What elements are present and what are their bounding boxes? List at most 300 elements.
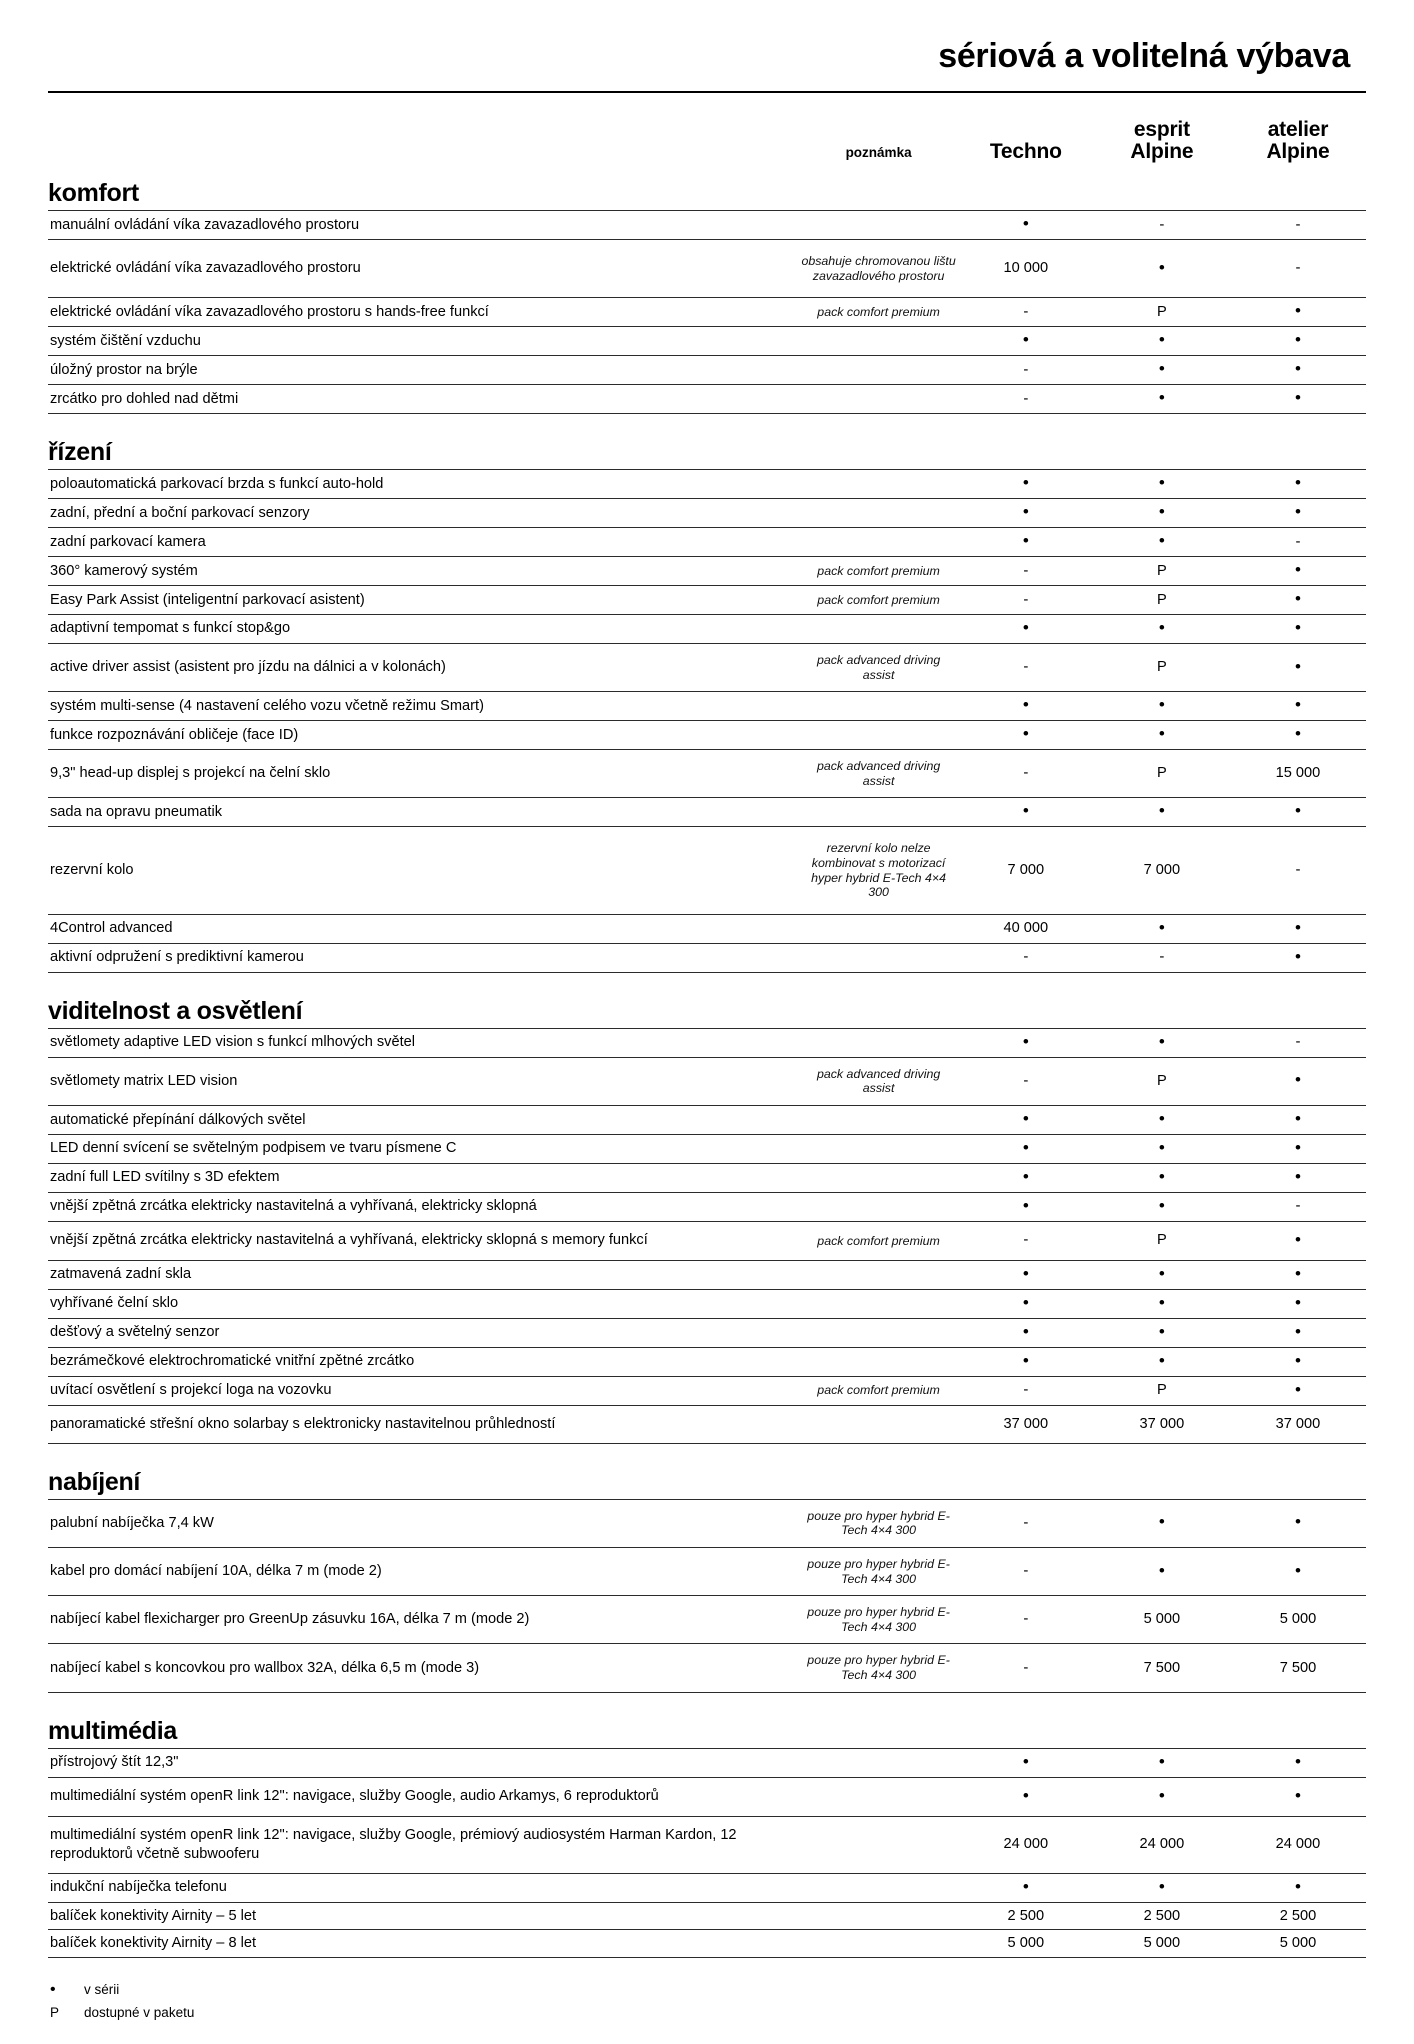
standard-dot-icon: • xyxy=(1022,1785,1029,1805)
value-cell-atelier-alpine: 5 000 xyxy=(1230,1930,1366,1958)
table-row xyxy=(48,827,1366,915)
value-cell-techno: 24 000 xyxy=(958,1816,1094,1873)
section-heading-row xyxy=(48,1692,1366,1748)
feature-name-cell: bezrámečkové elektrochromatické vnitřní zpětné zrcátko xyxy=(48,1347,799,1376)
table-row xyxy=(48,1748,1366,1777)
not-available-dash: - xyxy=(1159,215,1165,233)
feature-name-cell: multimediální systém openR link 12": navigace, služby Google, audio Arkamys, 6 reproduktorů xyxy=(48,1777,799,1816)
feature-name-cell: přístrojový štít 12,3" xyxy=(48,1748,799,1777)
standard-dot-icon: • xyxy=(1294,1560,1301,1580)
standard-dot-icon: • xyxy=(1294,1070,1301,1090)
value-cell-atelier-alpine: 15 000 xyxy=(1230,750,1366,798)
value-cell-atelier-alpine xyxy=(1230,470,1366,499)
feature-name-cell: Easy Park Assist (inteligentní parkovací asistent) xyxy=(48,586,799,615)
value-cell-atelier-alpine: 2 500 xyxy=(1230,1902,1366,1930)
feature-name-cell: aktivní odpružení s prediktivní kamerou xyxy=(48,943,799,972)
section-heading-cell xyxy=(48,1692,1366,1748)
value-cell-esprit-alpine xyxy=(1094,1163,1230,1192)
standard-dot-icon: • xyxy=(1294,917,1301,937)
value-cell-techno xyxy=(958,1873,1094,1902)
standard-dot-icon: • xyxy=(1022,801,1029,821)
value-cell-techno xyxy=(958,1057,1094,1105)
feature-note-cell xyxy=(799,692,957,721)
feature-note-cell: rezervní kolo nelze kombinovat s motorizací hyper hybrid E-Tech 4×4 300 xyxy=(799,827,957,915)
value-cell-esprit-alpine xyxy=(1094,1260,1230,1289)
table-row xyxy=(48,1134,1366,1163)
value-cell-techno xyxy=(958,1499,1094,1547)
value-cell-atelier-alpine xyxy=(1230,1376,1366,1405)
value-cell-atelier-alpine xyxy=(1230,1748,1366,1777)
value-cell-atelier-alpine xyxy=(1230,1547,1366,1595)
table-row xyxy=(48,557,1366,586)
value-cell-esprit-alpine: P xyxy=(1094,298,1230,327)
standard-dot-icon: • xyxy=(1294,1785,1301,1805)
standard-dot-icon: • xyxy=(1158,1751,1165,1771)
feature-name-cell: palubní nabíječka 7,4 kW xyxy=(48,1499,799,1547)
feature-note-cell xyxy=(799,1260,957,1289)
value-cell-esprit-alpine xyxy=(1094,1777,1230,1816)
table-row xyxy=(48,643,1366,691)
feature-note-cell xyxy=(799,1106,957,1135)
feature-name-cell: dešťový a světelný senzor xyxy=(48,1318,799,1347)
standard-dot-icon: • xyxy=(1294,1292,1301,1312)
feature-note-cell xyxy=(799,499,957,528)
standard-dot-icon: • xyxy=(1158,388,1165,408)
column-header-esprit-alpine xyxy=(1094,119,1230,169)
feature-name-cell: zadní parkovací kamera xyxy=(48,528,799,557)
table-row xyxy=(48,1930,1366,1958)
value-cell-techno xyxy=(958,1192,1094,1221)
feature-note-cell xyxy=(799,1289,957,1318)
table-header xyxy=(48,119,1366,169)
standard-dot-icon: • xyxy=(1022,1031,1029,1051)
feature-note-cell xyxy=(799,1028,957,1057)
value-cell-esprit-alpine xyxy=(1094,1289,1230,1318)
value-cell-atelier-alpine xyxy=(1230,827,1366,915)
section-title: multimédia xyxy=(48,1716,177,1745)
feature-name-cell: vnější zpětná zrcátka elektricky nastavitelná a vyhřívaná, elektricky sklopná xyxy=(48,1192,799,1221)
standard-dot-icon: • xyxy=(1022,1195,1029,1215)
table-row xyxy=(48,211,1366,240)
not-available-dash: - xyxy=(1023,1071,1029,1089)
feature-note-cell xyxy=(799,385,957,414)
feature-name-cell: vnější zpětná zrcátka elektricky nastavitelná a vyhřívaná, elektricky sklopná s memory funkcí xyxy=(48,1221,799,1260)
not-available-dash: - xyxy=(1023,1610,1029,1628)
value-cell-atelier-alpine xyxy=(1230,528,1366,557)
value-cell-atelier-alpine xyxy=(1230,1873,1366,1902)
value-cell-atelier-alpine xyxy=(1230,643,1366,691)
not-available-dash: - xyxy=(1023,1658,1029,1676)
value-cell-techno xyxy=(958,1260,1094,1289)
not-available-dash: - xyxy=(1159,948,1165,966)
not-available-dash: - xyxy=(1023,389,1029,407)
standard-dot-icon: • xyxy=(1158,1137,1165,1157)
value-cell-techno xyxy=(958,499,1094,528)
standard-dot-icon: • xyxy=(1294,330,1301,350)
value-cell-esprit-alpine xyxy=(1094,943,1230,972)
section-heading-row xyxy=(48,972,1366,1028)
not-available-dash: - xyxy=(1023,764,1029,782)
standard-dot-icon: • xyxy=(1294,1751,1301,1771)
value-cell-esprit-alpine: 37 000 xyxy=(1094,1405,1230,1443)
value-cell-techno xyxy=(958,798,1094,827)
value-cell-esprit-alpine xyxy=(1094,356,1230,385)
standard-dot-icon: • xyxy=(1158,1512,1165,1532)
value-cell-esprit-alpine xyxy=(1094,1347,1230,1376)
value-cell-techno xyxy=(958,1318,1094,1347)
value-cell-atelier-alpine xyxy=(1230,943,1366,972)
standard-dot-icon: • xyxy=(1294,656,1301,676)
standard-dot-icon: • xyxy=(1158,724,1165,744)
value-cell-atelier-alpine xyxy=(1230,1057,1366,1105)
standard-dot-icon: • xyxy=(1022,1292,1029,1312)
standard-dot-icon: • xyxy=(1022,1263,1029,1283)
table-row xyxy=(48,750,1366,798)
feature-note-cell xyxy=(799,1816,957,1873)
standard-dot-icon: • xyxy=(1022,1751,1029,1771)
section-heading-row xyxy=(48,169,1366,211)
feature-name-cell: 4Control advanced xyxy=(48,914,799,943)
legend xyxy=(48,1978,1366,2024)
value-cell-esprit-alpine: P xyxy=(1094,643,1230,691)
standard-dot-icon: • xyxy=(1022,1166,1029,1186)
standard-dot-icon: • xyxy=(1022,1321,1029,1341)
standard-dot-icon: • xyxy=(1294,695,1301,715)
value-cell-esprit-alpine: 2 500 xyxy=(1094,1902,1230,1930)
standard-dot-icon: • xyxy=(1294,301,1301,321)
column-header-esprit-line2: Alpine xyxy=(1130,140,1194,164)
value-cell-atelier-alpine xyxy=(1230,1499,1366,1547)
value-cell-esprit-alpine xyxy=(1094,240,1230,298)
table-row xyxy=(48,586,1366,615)
value-cell-esprit-alpine: P xyxy=(1094,1057,1230,1105)
feature-note-cell xyxy=(799,1405,957,1443)
not-available-dash: - xyxy=(1023,658,1029,676)
section-heading-cell xyxy=(48,1443,1366,1499)
value-cell-atelier-alpine: 7 500 xyxy=(1230,1644,1366,1692)
value-cell-techno xyxy=(958,1028,1094,1057)
value-cell-esprit-alpine xyxy=(1094,385,1230,414)
standard-dot-icon: • xyxy=(1022,1350,1029,1370)
table-row xyxy=(48,385,1366,414)
table-row xyxy=(48,1289,1366,1318)
table-row xyxy=(48,1347,1366,1376)
table-row xyxy=(48,914,1366,943)
feature-note-cell xyxy=(799,1134,957,1163)
value-cell-atelier-alpine xyxy=(1230,798,1366,827)
value-cell-esprit-alpine xyxy=(1094,1192,1230,1221)
value-cell-techno: 5 000 xyxy=(958,1930,1094,1958)
standard-dot-icon: • xyxy=(1294,1350,1301,1370)
feature-note-cell: pack advanced driving assist xyxy=(799,750,957,798)
value-cell-esprit-alpine xyxy=(1094,721,1230,750)
standard-dot-icon: • xyxy=(1022,1876,1029,1896)
value-cell-atelier-alpine: 37 000 xyxy=(1230,1405,1366,1443)
standard-dot-icon: • xyxy=(1022,1137,1029,1157)
feature-note-cell xyxy=(799,1318,957,1347)
feature-name-cell: active driver assist (asistent pro jízdu na dálnici a v kolonách) xyxy=(48,643,799,691)
value-cell-esprit-alpine xyxy=(1094,1106,1230,1135)
not-available-dash: - xyxy=(1295,259,1301,277)
value-cell-techno xyxy=(958,1547,1094,1595)
standard-dot-icon: • xyxy=(1294,1512,1301,1532)
value-cell-atelier-alpine xyxy=(1230,1192,1366,1221)
value-cell-techno xyxy=(958,298,1094,327)
feature-note-cell: pack comfort premium xyxy=(799,298,957,327)
table-row xyxy=(48,1547,1366,1595)
table-row xyxy=(48,1902,1366,1930)
section-title: viditelnost a osvětlení xyxy=(48,996,303,1025)
feature-note-cell xyxy=(799,798,957,827)
value-cell-atelier-alpine xyxy=(1230,1318,1366,1347)
standard-dot-icon: • xyxy=(1294,617,1301,637)
feature-name-cell: úložný prostor na brýle xyxy=(48,356,799,385)
feature-note-cell: obsahuje chromovanou lištu zavazadlového prostoru xyxy=(799,240,957,298)
feature-name-cell: zadní full LED svítilny s 3D efektem xyxy=(48,1163,799,1192)
section-heading-cell xyxy=(48,972,1366,1028)
value-cell-techno: 2 500 xyxy=(958,1902,1094,1930)
section-heading-cell xyxy=(48,169,1366,211)
value-cell-esprit-alpine xyxy=(1094,1499,1230,1547)
not-available-dash: - xyxy=(1295,532,1301,550)
value-cell-techno xyxy=(958,327,1094,356)
feature-note-cell: pouze pro hyper hybrid E-Tech 4×4 300 xyxy=(799,1499,957,1547)
feature-name-cell: elektrické ovládání víka zavazadlového prostoru xyxy=(48,240,799,298)
table-row xyxy=(48,1163,1366,1192)
standard-dot-icon: • xyxy=(1022,724,1029,744)
value-cell-techno xyxy=(958,1748,1094,1777)
feature-note-cell xyxy=(799,614,957,643)
standard-dot-icon: • xyxy=(1158,473,1165,493)
feature-name-cell: adaptivní tempomat s funkcí stop&go xyxy=(48,614,799,643)
standard-dot-icon: • xyxy=(1158,502,1165,522)
standard-dot-icon: • xyxy=(1294,1263,1301,1283)
legend-text: v sérii xyxy=(84,1982,120,1998)
feature-note-cell: pack comfort premium xyxy=(799,1376,957,1405)
section-title: nabíjení xyxy=(48,1467,141,1496)
standard-dot-icon: • xyxy=(1294,1379,1301,1399)
standard-dot-icon: • xyxy=(1158,1195,1165,1215)
table-row xyxy=(48,1376,1366,1405)
value-cell-atelier-alpine xyxy=(1230,1028,1366,1057)
value-cell-esprit-alpine xyxy=(1094,1318,1230,1347)
value-cell-esprit-alpine xyxy=(1094,1028,1230,1057)
feature-note-cell xyxy=(799,721,957,750)
feature-name-cell: manuální ovládání víka zavazadlového prostoru xyxy=(48,211,799,240)
value-cell-atelier-alpine xyxy=(1230,240,1366,298)
value-cell-techno xyxy=(958,1376,1094,1405)
value-cell-esprit-alpine xyxy=(1094,798,1230,827)
not-available-dash: - xyxy=(1023,1513,1029,1531)
value-cell-esprit-alpine xyxy=(1094,1547,1230,1595)
standard-dot-icon: • xyxy=(1294,560,1301,580)
feature-name-cell: multimediální systém openR link 12": navigace, služby Google, prémiový audiosystém Harman Kardon, 12 reproduktorů včetně subwooferu xyxy=(48,1816,799,1873)
not-available-dash: - xyxy=(1023,590,1029,608)
standard-dot-icon: • xyxy=(1294,946,1301,966)
feature-name-cell: kabel pro domácí nabíjení 10A, délka 7 m (mode 2) xyxy=(48,1547,799,1595)
value-cell-atelier-alpine xyxy=(1230,1347,1366,1376)
column-header-note: poznámka xyxy=(845,145,912,161)
feature-note-cell xyxy=(799,211,957,240)
column-header-atelier-line1: atelier xyxy=(1267,118,1329,142)
feature-name-cell: LED denní svícení se světelným podpisem ve tvaru písmene C xyxy=(48,1134,799,1163)
feature-name-cell: poloautomatická parkovací brzda s funkcí auto-hold xyxy=(48,470,799,499)
value-cell-techno xyxy=(958,1777,1094,1816)
value-cell-esprit-alpine: P xyxy=(1094,1376,1230,1405)
standard-dot-icon: • xyxy=(1294,1109,1301,1129)
section-heading-row xyxy=(48,414,1366,470)
value-cell-techno xyxy=(958,356,1094,385)
table-row xyxy=(48,528,1366,557)
not-available-dash: - xyxy=(1295,861,1301,879)
value-cell-techno xyxy=(958,1106,1094,1135)
value-cell-techno: 7 000 xyxy=(958,827,1094,915)
table-row xyxy=(48,1816,1366,1873)
not-available-dash: - xyxy=(1023,1381,1029,1399)
legend-text: dostupné v paketu xyxy=(84,2005,195,2021)
standard-dot-icon: • xyxy=(1158,1263,1165,1283)
value-cell-atelier-alpine xyxy=(1230,1163,1366,1192)
value-cell-atelier-alpine xyxy=(1230,692,1366,721)
feature-name-cell: rezervní kolo xyxy=(48,827,799,915)
not-available-dash: - xyxy=(1295,1033,1301,1051)
table-row xyxy=(48,1644,1366,1692)
standard-dot-icon: • xyxy=(1294,724,1301,744)
not-available-dash: - xyxy=(1023,302,1029,320)
feature-name-cell: panoramatické střešní okno solarbay s elektronicky nastavitelnou průhledností xyxy=(48,1405,799,1443)
standard-dot-icon: • xyxy=(1158,1321,1165,1341)
value-cell-esprit-alpine xyxy=(1094,692,1230,721)
value-cell-techno xyxy=(958,1289,1094,1318)
value-cell-esprit-alpine: P xyxy=(1094,1221,1230,1260)
feature-name-cell: indukční nabíječka telefonu xyxy=(48,1873,799,1902)
table-row xyxy=(48,1106,1366,1135)
standard-dot-icon: • xyxy=(1022,617,1029,637)
value-cell-techno xyxy=(958,692,1094,721)
table-row xyxy=(48,470,1366,499)
value-cell-esprit-alpine xyxy=(1094,327,1230,356)
standard-dot-icon: • xyxy=(1294,1876,1301,1896)
value-cell-techno xyxy=(958,470,1094,499)
standard-dot-icon: • xyxy=(1022,531,1029,551)
standard-dot-icon: • xyxy=(1158,1350,1165,1370)
value-cell-atelier-alpine xyxy=(1230,356,1366,385)
feature-name-cell: světlomety matrix LED vision xyxy=(48,1057,799,1105)
standard-dot-icon: • xyxy=(1158,1109,1165,1129)
table-row xyxy=(48,614,1366,643)
table-row xyxy=(48,327,1366,356)
feature-name-cell: zatmavená zadní skla xyxy=(48,1260,799,1289)
section-title: řízení xyxy=(48,438,112,467)
table-row xyxy=(48,943,1366,972)
column-header-atelier-alpine xyxy=(1230,119,1366,169)
table-row xyxy=(48,240,1366,298)
section-heading-row xyxy=(48,1443,1366,1499)
table-row xyxy=(48,1405,1366,1443)
table-row xyxy=(48,499,1366,528)
value-cell-esprit-alpine xyxy=(1094,470,1230,499)
value-cell-esprit-alpine xyxy=(1094,914,1230,943)
feature-note-cell xyxy=(799,1163,957,1192)
table-row xyxy=(48,1028,1366,1057)
feature-name-cell: systém multi-sense (4 nastavení celého vozu včetně režimu Smart) xyxy=(48,692,799,721)
value-cell-atelier-alpine xyxy=(1230,1106,1366,1135)
table-body xyxy=(48,169,1366,1958)
feature-note-cell: pack advanced driving assist xyxy=(799,643,957,691)
value-cell-esprit-alpine xyxy=(1094,528,1230,557)
feature-name-cell: systém čištění vzduchu xyxy=(48,327,799,356)
not-available-dash: - xyxy=(1295,215,1301,233)
feature-name-cell: zadní, přední a boční parkovací senzory xyxy=(48,499,799,528)
value-cell-techno xyxy=(958,385,1094,414)
feature-note-cell: pack comfort premium xyxy=(799,586,957,615)
value-cell-atelier-alpine xyxy=(1230,1289,1366,1318)
not-available-dash: - xyxy=(1023,561,1029,579)
feature-note-cell: pouze pro hyper hybrid E-Tech 4×4 300 xyxy=(799,1596,957,1644)
table-row xyxy=(48,721,1366,750)
value-cell-atelier-alpine xyxy=(1230,614,1366,643)
standard-dot-icon: • xyxy=(1022,330,1029,350)
feature-note-cell xyxy=(799,1873,957,1902)
value-cell-atelier-alpine xyxy=(1230,385,1366,414)
feature-name-cell: uvítací osvětlení s projekcí loga na vozovku xyxy=(48,1376,799,1405)
feature-note-cell: pack advanced driving assist xyxy=(799,1057,957,1105)
column-header-name xyxy=(48,119,799,169)
value-cell-techno xyxy=(958,750,1094,798)
value-cell-esprit-alpine: 7 500 xyxy=(1094,1644,1230,1692)
value-cell-atelier-alpine: 24 000 xyxy=(1230,1816,1366,1873)
not-available-dash: - xyxy=(1295,1197,1301,1215)
feature-name-cell: nabíjecí kabel s koncovkou pro wallbox 32A, délka 6,5 m (mode 3) xyxy=(48,1644,799,1692)
value-cell-esprit-alpine: 7 000 xyxy=(1094,827,1230,915)
value-cell-techno xyxy=(958,211,1094,240)
table-row xyxy=(48,692,1366,721)
standard-dot-icon: • xyxy=(1294,502,1301,522)
feature-name-cell: 9,3" head-up displej s projekcí na čelní sklo xyxy=(48,750,799,798)
table-row xyxy=(48,1318,1366,1347)
standard-dot-icon: • xyxy=(1294,1321,1301,1341)
feature-note-cell xyxy=(799,528,957,557)
value-cell-techno xyxy=(958,643,1094,691)
value-cell-techno xyxy=(958,943,1094,972)
feature-name-cell: nabíjecí kabel flexicharger pro GreenUp zásuvku 16A, délka 7 m (mode 2) xyxy=(48,1596,799,1644)
feature-note-cell xyxy=(799,914,957,943)
value-cell-techno xyxy=(958,1163,1094,1192)
standard-dot-icon: • xyxy=(1158,1031,1165,1051)
value-cell-esprit-alpine xyxy=(1094,499,1230,528)
standard-dot-icon: • xyxy=(1022,695,1029,715)
section-heading-cell xyxy=(48,414,1366,470)
value-cell-atelier-alpine: 5 000 xyxy=(1230,1596,1366,1644)
feature-note-cell xyxy=(799,1748,957,1777)
value-cell-atelier-alpine xyxy=(1230,1260,1366,1289)
title-divider xyxy=(48,91,1366,93)
feature-name-cell: automatické přepínání dálkových světel xyxy=(48,1106,799,1135)
value-cell-esprit-alpine xyxy=(1094,211,1230,240)
value-cell-techno xyxy=(958,586,1094,615)
standard-dot-icon: • xyxy=(1158,257,1165,277)
feature-note-cell xyxy=(799,1777,957,1816)
value-cell-esprit-alpine xyxy=(1094,1873,1230,1902)
table-row xyxy=(48,1260,1366,1289)
standard-dot-icon: • xyxy=(1158,1560,1165,1580)
feature-name-cell: elektrické ovládání víka zavazadlového prostoru s hands-free funkcí xyxy=(48,298,799,327)
value-cell-techno: 37 000 xyxy=(958,1405,1094,1443)
column-header-esprit-line1: esprit xyxy=(1133,118,1190,142)
table-row xyxy=(48,1192,1366,1221)
standard-dot-icon: • xyxy=(1022,1109,1029,1129)
value-cell-esprit-alpine: P xyxy=(1094,750,1230,798)
